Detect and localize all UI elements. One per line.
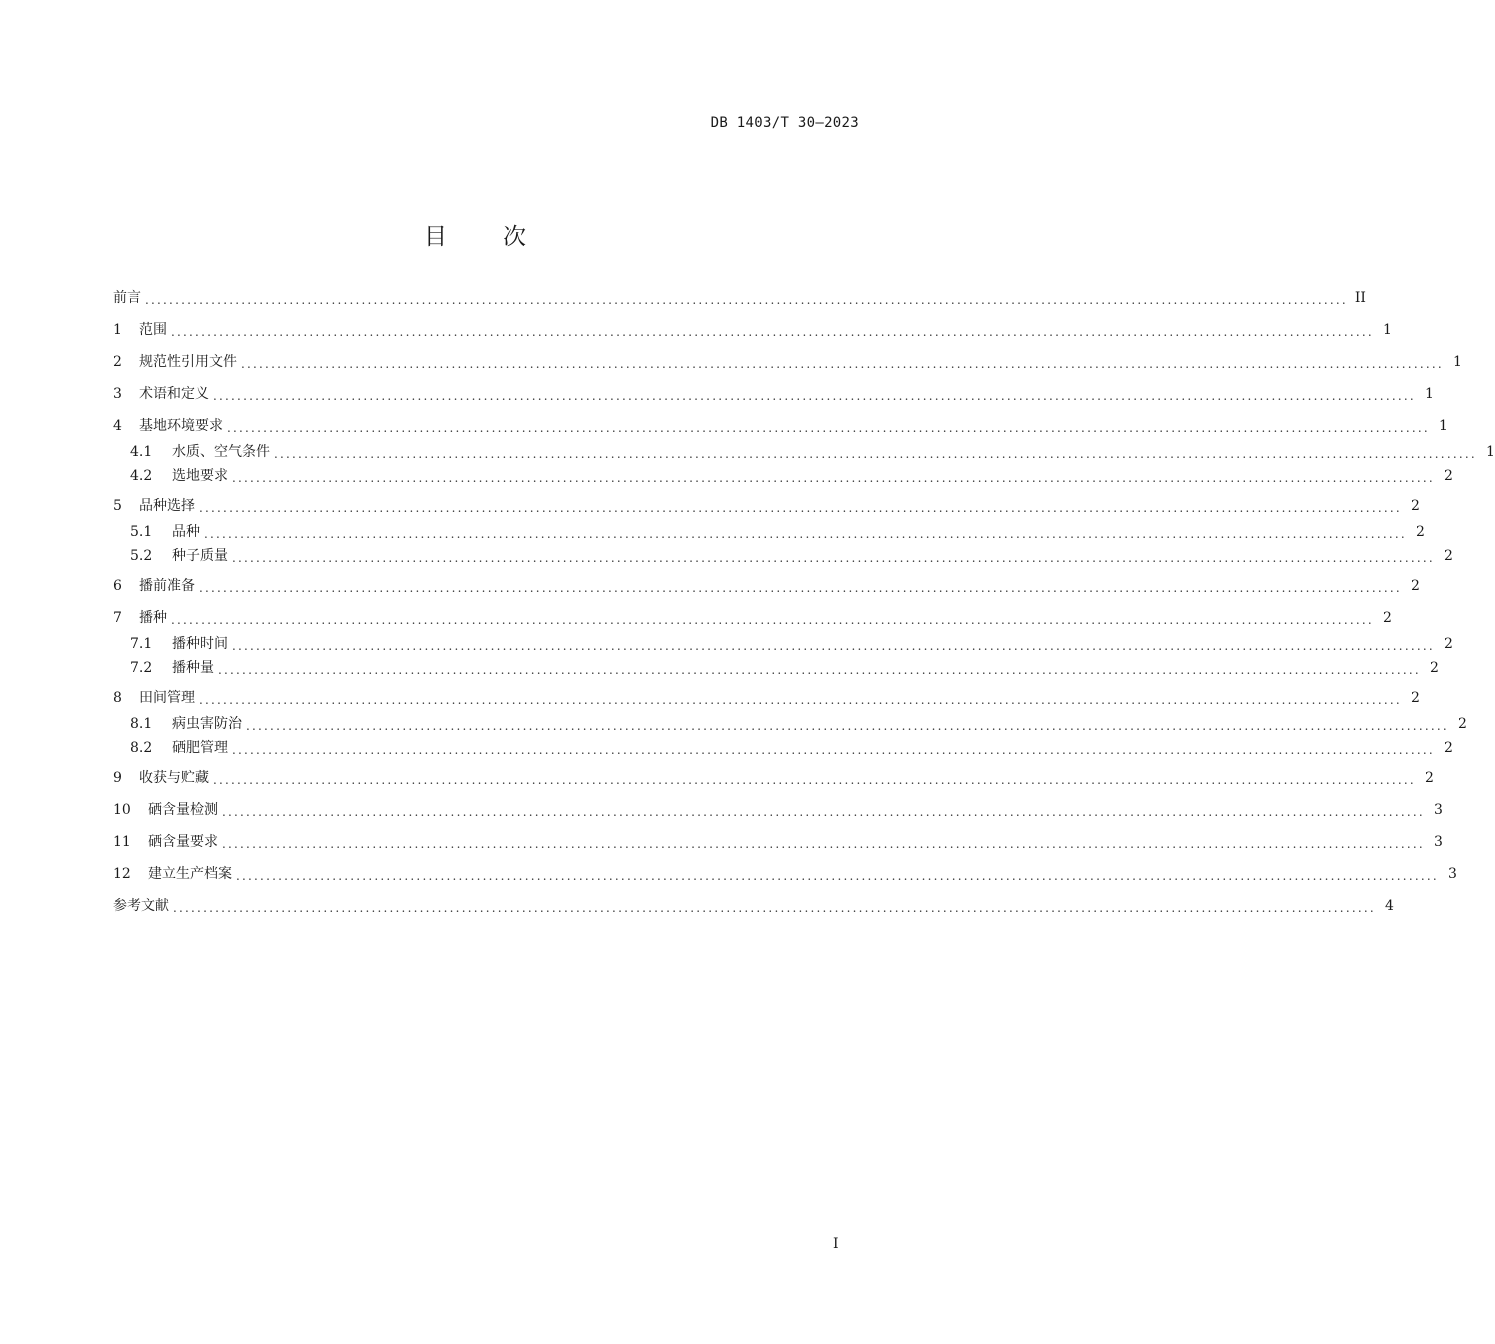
toc-entry-page: 4 <box>1384 898 1394 914</box>
toc-entry-number: 1 <box>113 322 122 338</box>
toc-leader-dots: ........................................................................................................................................................................................................ <box>199 581 1402 595</box>
toc-entry[interactable] <box>130 546 1453 566</box>
toc-entry[interactable] <box>113 496 1420 516</box>
toc-leader-dots: ........................................................................................................................................................................................................ <box>246 719 1449 733</box>
toc-entry-label: 硒含量检测 <box>148 802 218 818</box>
toc-entry-label: 前言 <box>113 290 141 306</box>
toc-entry-page: 2 <box>1429 660 1439 676</box>
toc-entry-label: 参考文献 <box>113 898 169 914</box>
document-code: DB 1403/T 30—2023 <box>710 115 859 131</box>
toc-entry-number: 4 <box>113 418 122 434</box>
toc-leader-dots: ........................................................................................................................................................................................................ <box>171 325 1374 339</box>
toc-entry-number: 11 <box>113 834 131 850</box>
toc-entry-label: 基地环境要求 <box>139 418 223 434</box>
toc-entry-label: 品种 <box>172 524 200 540</box>
toc-entry-label: 水质、空气条件 <box>172 444 270 460</box>
toc-entry-label: 品种选择 <box>139 498 195 514</box>
toc-entry-page: II <box>1354 290 1366 306</box>
toc-entry-page: 1 <box>1452 354 1462 370</box>
toc-entry-label: 硒含量要求 <box>148 834 218 850</box>
toc-entry-number: 5.1 <box>130 524 153 540</box>
toc-entry-number: 4.2 <box>130 468 153 484</box>
toc-entry-page: 2 <box>1410 690 1420 706</box>
toc-entry-label: 建立生产档案 <box>148 866 232 882</box>
toc-entry-label: 选地要求 <box>172 468 228 484</box>
toc-entry-number: 5 <box>113 498 122 514</box>
toc-leader-dots: ........................................................................................................................................................................................................ <box>232 551 1435 565</box>
toc-entry-number: 2 <box>113 354 122 370</box>
toc-entry-page: 1 <box>1438 418 1448 434</box>
toc-entry-label: 收获与贮藏 <box>139 770 209 786</box>
toc-title: 目次 <box>424 224 582 251</box>
toc-leader-dots: ........................................................................................................................................................................................................ <box>213 389 1416 403</box>
toc-leader-dots: ........................................................................................................................................................................................................ <box>145 293 1348 307</box>
toc-entry[interactable] <box>113 576 1420 596</box>
toc-entry[interactable] <box>130 658 1439 678</box>
toc-leader-dots: ........................................................................................................................................................................................................ <box>218 663 1421 677</box>
toc-entry-page: 1 <box>1382 322 1392 338</box>
toc-entry-number: 7 <box>113 610 122 626</box>
toc-entry-number: 5.2 <box>130 548 153 564</box>
toc-entry-page: 1 <box>1424 386 1434 402</box>
toc-entry-number: 9 <box>113 770 122 786</box>
toc-entry-label: 病虫害防治 <box>172 716 242 732</box>
toc-entry-number: 8.1 <box>130 716 153 732</box>
toc-entry-label: 播种时间 <box>172 636 228 652</box>
toc-entry[interactable] <box>130 634 1453 654</box>
toc-entry[interactable] <box>113 832 1443 852</box>
toc-entry[interactable] <box>113 416 1448 436</box>
toc-entry-label: 术语和定义 <box>139 386 209 402</box>
toc-entry-label: 硒肥管理 <box>172 740 228 756</box>
toc-leader-dots: ........................................................................................................................................................................................................ <box>236 869 1439 883</box>
toc-leader-dots: ........................................................................................................................................................................................................ <box>232 471 1435 485</box>
toc-entry-number: 8.2 <box>130 740 153 756</box>
toc-entry-number: 4.1 <box>130 444 153 460</box>
toc-leader-dots: ........................................................................................................................................................................................................ <box>213 773 1416 787</box>
page-number: I <box>833 1236 839 1252</box>
toc-leader-dots: ........................................................................................................................................................................................................ <box>199 501 1402 515</box>
toc-entry-page: 2 <box>1443 468 1453 484</box>
toc-entry[interactable] <box>130 714 1467 734</box>
toc-leader-dots: ........................................................................................................................................................................................................ <box>241 357 1444 371</box>
toc-entry[interactable] <box>113 320 1392 340</box>
toc-entry[interactable] <box>113 768 1434 788</box>
toc-entry[interactable] <box>130 522 1425 542</box>
toc-entry[interactable] <box>130 738 1453 758</box>
toc-entry-number: 6 <box>113 578 122 594</box>
toc-entry[interactable] <box>113 384 1434 404</box>
toc-leader-dots: ........................................................................................................................................................................................................ <box>232 639 1435 653</box>
toc-entry-page: 2 <box>1443 636 1453 652</box>
toc-entry-page: 2 <box>1410 498 1420 514</box>
toc-entry-page: 2 <box>1443 548 1453 564</box>
toc-entry-number: 7.1 <box>130 636 153 652</box>
toc-entry-page: 3 <box>1433 834 1443 850</box>
toc-entry-page: 3 <box>1447 866 1457 882</box>
toc-entry-page: 2 <box>1424 770 1434 786</box>
toc-entry[interactable] <box>113 800 1443 820</box>
toc-entry[interactable] <box>113 864 1457 884</box>
toc-leader-dots: ........................................................................................................................................................................................................ <box>173 901 1376 915</box>
toc-entry-label: 范围 <box>139 322 167 338</box>
toc-entry-label: 播前准备 <box>139 578 195 594</box>
toc-entry-page: 2 <box>1457 716 1467 732</box>
toc-leader-dots: ........................................................................................................................................................................................................ <box>227 421 1430 435</box>
toc-entry-page: 2 <box>1410 578 1420 594</box>
toc-entry-page: 1 <box>1485 444 1495 460</box>
toc-entry[interactable] <box>113 896 1394 916</box>
toc-leader-dots: ........................................................................................................................................................................................................ <box>222 837 1425 851</box>
toc-leader-dots: ........................................................................................................................................................................................................ <box>204 527 1407 541</box>
toc-entry-number: 8 <box>113 690 122 706</box>
toc-leader-dots: ........................................................................................................................................................................................................ <box>199 693 1402 707</box>
toc-leader-dots: ........................................................................................................................................................................................................ <box>232 743 1435 757</box>
toc-entry-label: 规范性引用文件 <box>139 354 237 370</box>
toc-entry-page: 3 <box>1433 802 1443 818</box>
toc-entry-number: 12 <box>113 866 131 882</box>
toc-entry[interactable] <box>113 352 1462 372</box>
toc-entry-page: 2 <box>1382 610 1392 626</box>
toc-entry[interactable] <box>113 688 1420 708</box>
toc-entry-page: 2 <box>1443 740 1453 756</box>
toc-entry-label: 田间管理 <box>139 690 195 706</box>
toc-entry[interactable] <box>130 442 1495 462</box>
toc-leader-dots: ........................................................................................................................................................................................................ <box>171 613 1374 627</box>
toc-entry-label: 种子质量 <box>172 548 228 564</box>
toc-entry-number: 3 <box>113 386 122 402</box>
toc-entry-label: 播种量 <box>172 660 214 676</box>
toc-entry-number: 7.2 <box>130 660 153 676</box>
toc-entry-label: 播种 <box>139 610 167 626</box>
toc-entry-page: 2 <box>1415 524 1425 540</box>
toc-leader-dots: ........................................................................................................................................................................................................ <box>274 447 1477 461</box>
toc-entry[interactable] <box>130 466 1453 486</box>
toc-entry[interactable] <box>113 608 1392 628</box>
toc-entry[interactable] <box>113 288 1366 308</box>
toc-leader-dots: ........................................................................................................................................................................................................ <box>222 805 1425 819</box>
toc-entry-number: 10 <box>113 802 131 818</box>
